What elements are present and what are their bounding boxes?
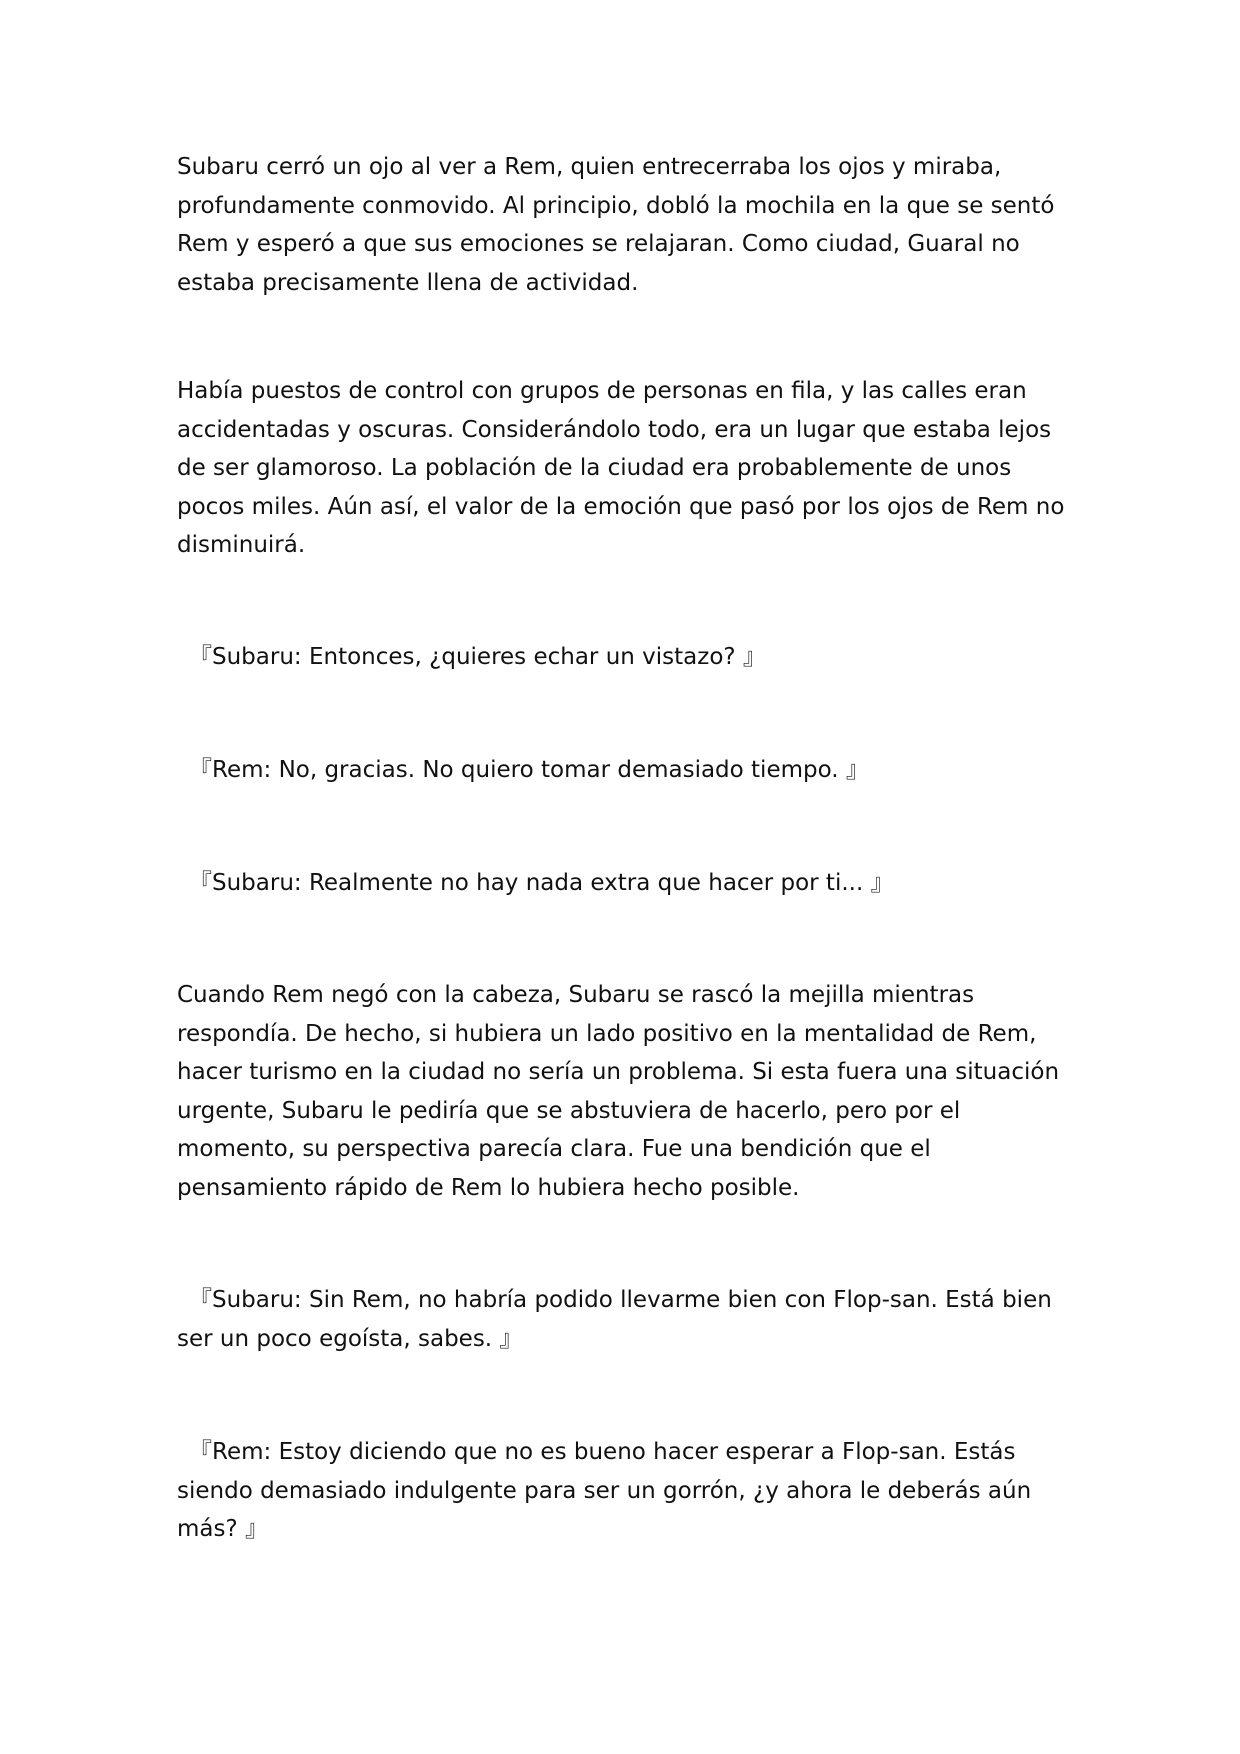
dialogue-line: 『Rem: No, gracias. No quiero tomar demasiado tiempo. 』	[189, 757, 869, 783]
dialogue-line: 『Subaru: Sin Rem, no habría podido llevarme bien con Flop-san. Está bien ser un poco egoísta, sabes. 』	[177, 1287, 1052, 1352]
narration-paragraph: Cuando Rem negó con la cabeza, Subaru se rascó la mejilla mientras respondía. De hecho, si hubiera un lado positivo en la mentalidad de Rem, hacer turismo en la ciudad no sería un problema. Si esta fuera una situación urgente, Subaru le pediría que se abstuviera de hacerlo, pero por el momento, su perspectiva parecía clara. Fue una bendición que el pensamiento rápido de Rem lo hubiera hecho posible.	[177, 982, 1060, 1201]
dialogue-line: 『Rem: Estoy diciendo que no es bueno hacer esperar a Flop-san. Estás siendo demasiado indulgente para ser un gorrón, ¿y ahora le deberás aún más? 』	[177, 1439, 1032, 1542]
dialogue-line: 『Subaru: Entonces, ¿quieres echar un vistazo? 』	[189, 644, 766, 670]
dialogue-line: 『Subaru: Realmente no hay nada extra que hacer por ti... 』	[189, 870, 894, 896]
narration-paragraph: Subaru cerró un ojo al ver a Rem, quien entrecerraba los ojos y miraba, profundamente conmovido. Al principio, dobló la mochila en la que se sentó Rem y esperó a que sus emociones se relajaran. Como ciudad, Guaral no estaba precisamente llena de actividad.	[177, 154, 1055, 296]
narration-paragraph: Había puestos de control con grupos de personas en fila, y las calles eran accidentadas y oscuras. Considerándolo todo, era un lugar que estaba lejos de ser glamoroso. La población de la ciudad era probablemente de unos pocos miles. Aún así, el valor de la emoción que pasó por los ojos de Rem no disminuirá.	[177, 378, 1065, 558]
